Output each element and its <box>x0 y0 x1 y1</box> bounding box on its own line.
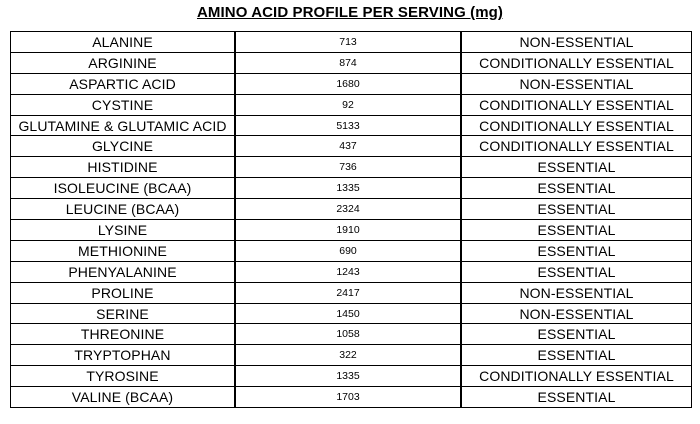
amount-mg-cell: 2324 <box>235 199 461 220</box>
amount-mg-cell: 2417 <box>235 282 461 303</box>
table-row <box>11 73 692 94</box>
classification-cell: ESSENTIAL <box>461 240 692 261</box>
table-row <box>11 261 692 282</box>
amino-acid-name-cell: LYSINE <box>11 220 236 241</box>
classification-cell: CONDITIONALLY ESSENTIAL <box>461 115 692 136</box>
amount-mg-cell: 1335 <box>235 366 461 387</box>
amount-mg-cell: 92 <box>235 94 461 115</box>
amino-acid-name-cell: GLYCINE <box>11 136 236 157</box>
amount-mg-cell: 1703 <box>235 387 461 408</box>
amount-mg-cell: 874 <box>235 52 461 73</box>
classification-cell: NON-ESSENTIAL <box>461 303 692 324</box>
table-row <box>11 282 692 303</box>
amino-acid-table <box>10 31 692 408</box>
amino-acid-name-cell: PHENYALANINE <box>11 261 236 282</box>
amino-acid-name-cell: THREONINE <box>11 324 236 345</box>
amount-mg-cell: 690 <box>235 240 461 261</box>
amino-acid-name-cell: TRYPTOPHAN <box>11 345 236 366</box>
table-row <box>11 366 692 387</box>
classification-cell: ESSENTIAL <box>461 387 692 408</box>
amount-mg-cell: 713 <box>235 32 461 53</box>
amount-mg-cell: 1910 <box>235 220 461 241</box>
amount-mg-cell: 5133 <box>235 115 461 136</box>
amount-mg-cell: 1450 <box>235 303 461 324</box>
amino-acid-name-cell: METHIONINE <box>11 240 236 261</box>
table-row <box>11 220 692 241</box>
page-title: AMINO ACID PROFILE PER SERVING (mg) <box>196 4 504 21</box>
amino-acid-name-cell: GLUTAMINE & GLUTAMIC ACID <box>11 115 236 136</box>
classification-cell: ESSENTIAL <box>461 157 692 178</box>
amino-acid-name-cell: TYROSINE <box>11 366 236 387</box>
table-row <box>11 345 692 366</box>
classification-cell: CONDITIONALLY ESSENTIAL <box>461 94 692 115</box>
table-row <box>11 178 692 199</box>
classification-cell: ESSENTIAL <box>461 178 692 199</box>
classification-cell: ESSENTIAL <box>461 261 692 282</box>
classification-cell: ESSENTIAL <box>461 199 692 220</box>
amino-acid-name-cell: CYSTINE <box>11 94 236 115</box>
table-body <box>11 32 692 408</box>
classification-cell: ESSENTIAL <box>461 220 692 241</box>
table-row <box>11 324 692 345</box>
amount-mg-cell: 1058 <box>235 324 461 345</box>
amino-acid-name-cell: SERINE <box>11 303 236 324</box>
amino-acid-name-cell: ARGININE <box>11 52 236 73</box>
table-row <box>11 136 692 157</box>
amino-acid-name-cell: VALINE (BCAA) <box>11 387 236 408</box>
amino-acid-name-cell: PROLINE <box>11 282 236 303</box>
table-row <box>11 240 692 261</box>
table-row <box>11 387 692 408</box>
amino-acid-name-cell: HISTIDINE <box>11 157 236 178</box>
classification-cell: ESSENTIAL <box>461 324 692 345</box>
amount-mg-cell: 1335 <box>235 178 461 199</box>
table-row <box>11 157 692 178</box>
amount-mg-cell: 1243 <box>235 261 461 282</box>
classification-cell: ESSENTIAL <box>461 345 692 366</box>
table-row <box>11 94 692 115</box>
table-row <box>11 115 692 136</box>
classification-cell: NON-ESSENTIAL <box>461 73 692 94</box>
amount-mg-cell: 736 <box>235 157 461 178</box>
classification-cell: CONDITIONALLY ESSENTIAL <box>461 52 692 73</box>
classification-cell: NON-ESSENTIAL <box>461 282 692 303</box>
amino-acid-name-cell: ALANINE <box>11 32 236 53</box>
classification-cell: NON-ESSENTIAL <box>461 32 692 53</box>
amount-mg-cell: 1680 <box>235 73 461 94</box>
classification-cell: CONDITIONALLY ESSENTIAL <box>461 366 692 387</box>
amount-mg-cell: 322 <box>235 345 461 366</box>
table-row <box>11 199 692 220</box>
amount-mg-cell: 437 <box>235 136 461 157</box>
table-row <box>11 32 692 53</box>
amino-acid-name-cell: ASPARTIC ACID <box>11 73 236 94</box>
amino-acid-name-cell: LEUCINE (BCAA) <box>11 199 236 220</box>
amino-acid-name-cell: ISOLEUCINE (BCAA) <box>11 178 236 199</box>
table-row <box>11 303 692 324</box>
classification-cell: CONDITIONALLY ESSENTIAL <box>461 136 692 157</box>
table-row <box>11 52 692 73</box>
